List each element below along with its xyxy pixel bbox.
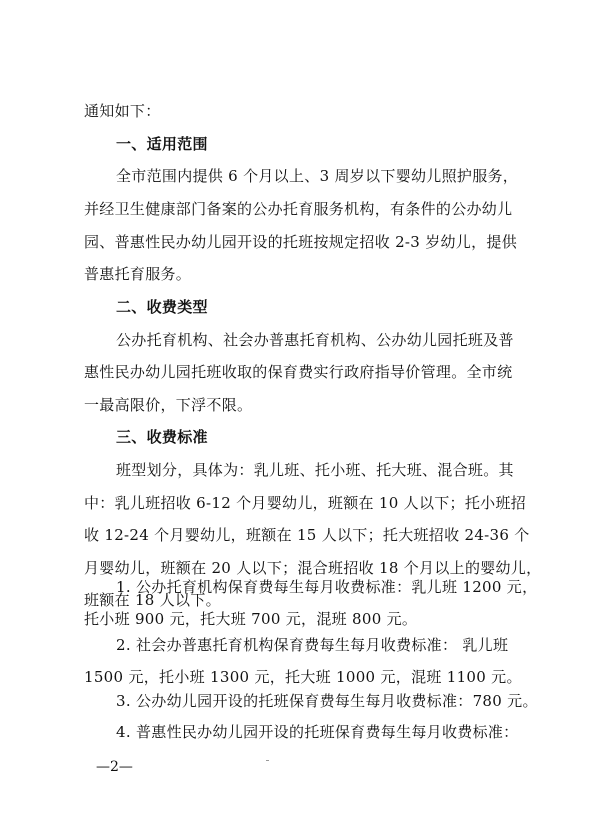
section-heading-fee-standard: 三、收费标准: [116, 428, 208, 446]
paragraph-line: 月婴幼儿，班额在 20 人以下；混合班招收 18 个月以上的婴幼儿，: [84, 559, 542, 577]
paragraph-line: 1500 元，托小班 1300 元，托大班 1000 元，混班 1100 元。: [84, 668, 522, 686]
paragraph-line: 托小班 900 元，托大班 700 元，混班 800 元。: [84, 610, 418, 628]
paragraph-line: 全市范围内提供 6 个月以上、3 周岁以下婴幼儿照护服务，: [116, 167, 519, 185]
paragraph-line: 班型划分，具体为：乳儿班、托小班、托大班、混合班。其: [116, 461, 514, 479]
paragraph-line: 中：乳儿班招收 6-12 个月婴幼儿，班额在 10 人以下；托小班招: [84, 494, 527, 512]
fee-item-3: 3. 公办幼儿园开设的托班保育费每生每月收费标准：780 元。: [116, 692, 538, 710]
fee-item-4: 4. 普惠性民办幼儿园开设的托班保育费每生每月收费标准：: [116, 723, 519, 741]
paragraph-line: 园、普惠性民办幼儿园开设的托班按规定招收 2-3 岁幼儿，提供: [84, 233, 517, 251]
paragraph-line: 公办托育机构、社会办普惠托育机构、公办幼儿园托班及普: [116, 331, 514, 349]
paragraph-line: 并经卫生健康部门备案的公办托育服务机构，有条件的公办幼儿: [84, 200, 513, 218]
section-heading-scope: 一、适用范围: [116, 135, 208, 153]
paragraph-line: 一最高限价，下浮不限。: [84, 396, 253, 414]
scan-mark: [266, 760, 269, 761]
page-number: —2—: [96, 759, 133, 775]
fee-item-1: 1. 公办托育机构保育费每生每月收费标准：乳儿班 1200 元，: [116, 578, 538, 596]
intro-line: 通知如下：: [84, 102, 161, 120]
section-heading-fee-type: 二、收费类型: [116, 298, 208, 316]
fee-item-2: 2. 社会办普惠托育机构保育费每生每月收费标准： 乳儿班: [116, 636, 509, 654]
paragraph-line: 收 12-24 个月婴幼儿，班额在 15 人以下；托大班招收 24-36 个: [84, 526, 530, 544]
paragraph-line: 惠性民办幼儿园托班收取的保育费实行政府指导价管理。全市统: [84, 363, 513, 381]
paragraph-line: 普惠托育服务。: [84, 265, 192, 283]
paragraph-line: 班额在 18 人以下。: [84, 591, 221, 609]
